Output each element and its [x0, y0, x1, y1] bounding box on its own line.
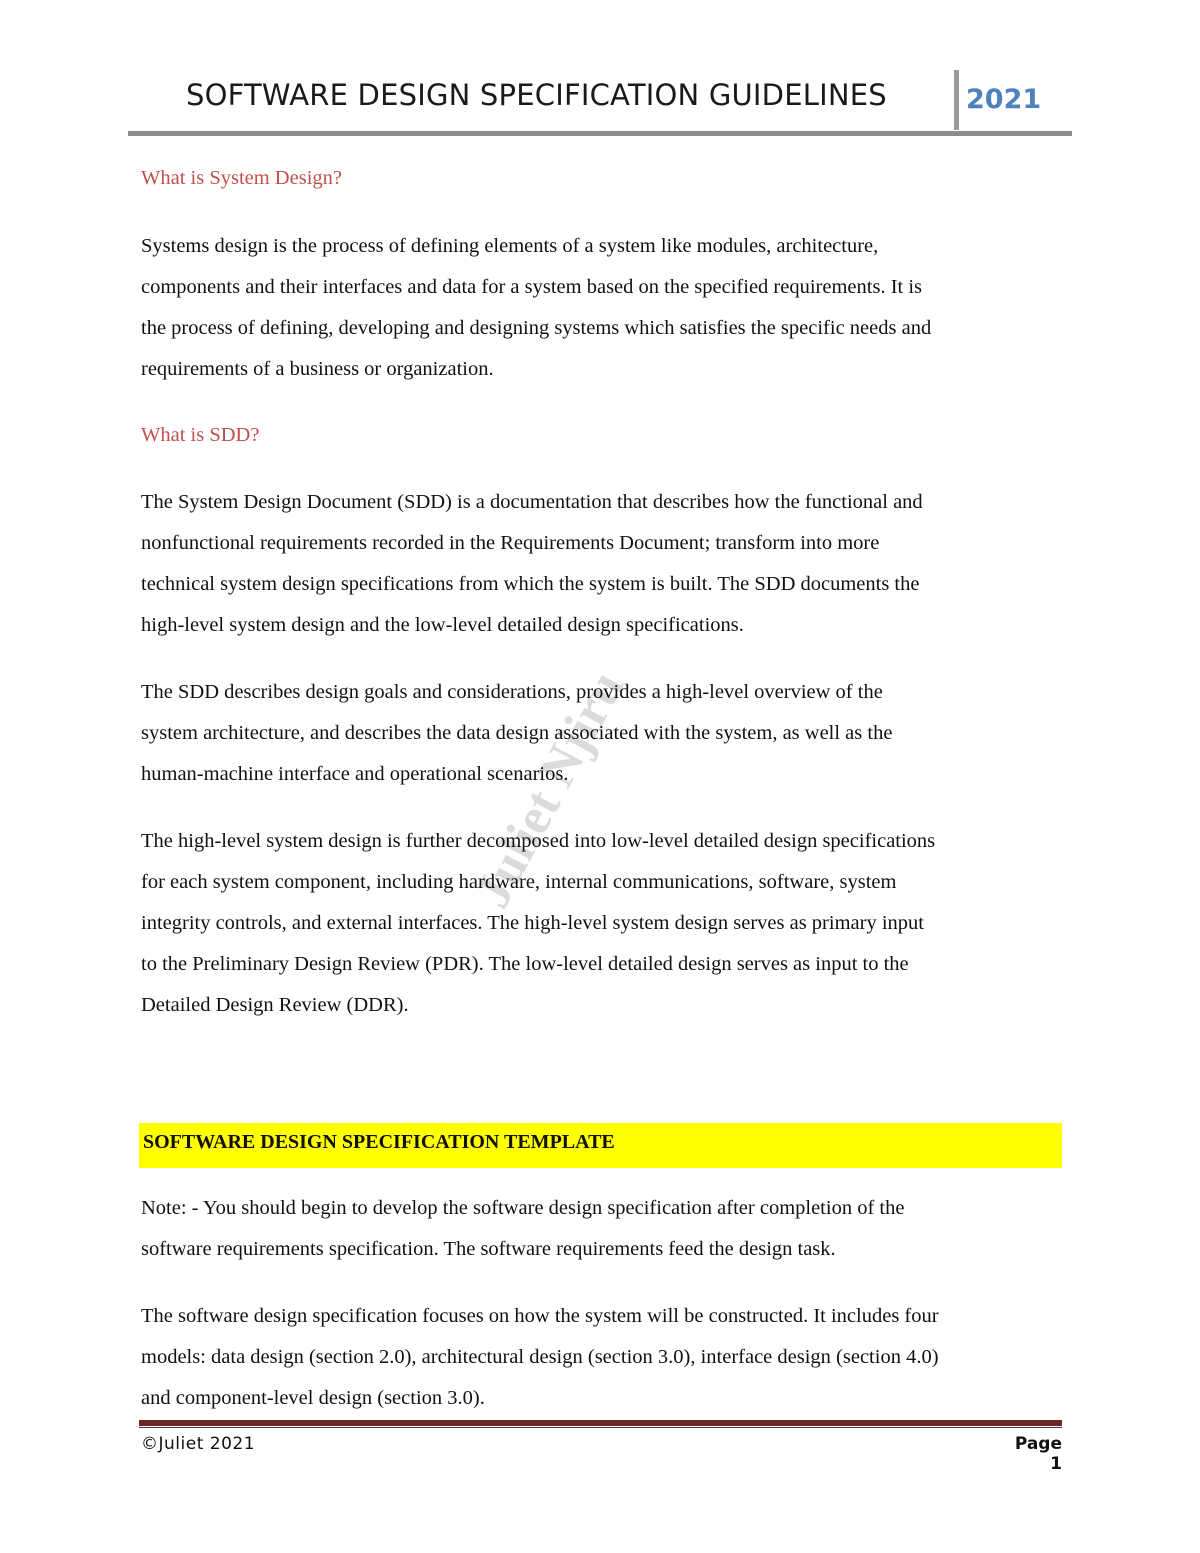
footer-page-number: Page 1	[1014, 1434, 1062, 1474]
header-year: 2021	[966, 84, 1042, 115]
text-line: models: data design (section 2.0), architectural design (section 3.0), interface design (section 4.0)	[141, 1346, 939, 1368]
text-line: integrity controls, and external interfaces. The high-level system design serves as primary input	[141, 912, 924, 934]
text-line: Systems design is the process of defining elements of a system like modules, architecture,	[141, 235, 879, 257]
footer-copyright: ©Juliet 2021	[141, 1434, 256, 1454]
text-line: The high-level system design is further decomposed into low-level detailed design specifications	[141, 830, 936, 852]
text-line: and component-level design (section 3.0).	[141, 1387, 485, 1409]
text-line: nonfunctional requirements recorded in the Requirements Document; transform into more	[141, 532, 880, 554]
footer-rule-thin	[139, 1427, 1062, 1428]
text-line: technical system design specifications from which the system is built. The SDD documents the	[141, 573, 920, 595]
header-title: SOFTWARE DESIGN SPECIFICATION GUIDELINES	[186, 78, 887, 112]
paragraph-models	[141, 1296, 1071, 1419]
text-line: system architecture, and describes the data design associated with the system, as well as the	[141, 722, 893, 744]
text-line: for each system component, including hardware, internal communications, software, system	[141, 871, 897, 893]
paragraph-high-level-design	[141, 821, 1071, 1026]
paragraph-sdd-goals	[141, 672, 1071, 795]
text-line: The SDD describes design goals and considerations, provides a high-level overview of the	[141, 681, 883, 703]
section-heading-system-design: What is System Design?	[141, 167, 342, 189]
text-line: to the Preliminary Design Review (PDR). The low-level detailed design serves as input to the	[141, 953, 909, 975]
text-line: human-machine interface and operational scenarios.	[141, 763, 569, 785]
text-line: requirements of a business or organization.	[141, 358, 494, 380]
header-rule	[128, 131, 1072, 136]
paragraph-system-design	[141, 226, 1071, 390]
text-line: software requirements specification. The software requirements feed the design task.	[141, 1238, 836, 1260]
paragraph-sdd-definition	[141, 482, 1071, 646]
text-line: The System Design Document (SDD) is a documentation that describes how the functional and	[141, 491, 923, 513]
text-line: Detailed Design Review (DDR).	[141, 994, 409, 1016]
text-line: components and their interfaces and data for a system based on the specified requirements. It is	[141, 276, 923, 298]
header-divider	[954, 70, 959, 130]
template-title: SOFTWARE DESIGN SPECIFICATION TEMPLATE	[143, 1131, 615, 1153]
text-line: high-level system design and the low-level detailed design specifications.	[141, 614, 744, 636]
footer-rule	[139, 1420, 1062, 1426]
section-heading-sdd: What is SDD?	[141, 424, 260, 446]
paragraph-note	[141, 1188, 1071, 1270]
watermark: Juliet Njiru	[463, 661, 636, 918]
text-line: The software design specification focuses on how the system will be constructed. It includes four	[141, 1305, 939, 1327]
text-line: Note: - You should begin to develop the software design specification after completion of the	[141, 1197, 905, 1219]
text-line: the process of defining, developing and designing systems which satisfies the specific needs and	[141, 317, 932, 339]
